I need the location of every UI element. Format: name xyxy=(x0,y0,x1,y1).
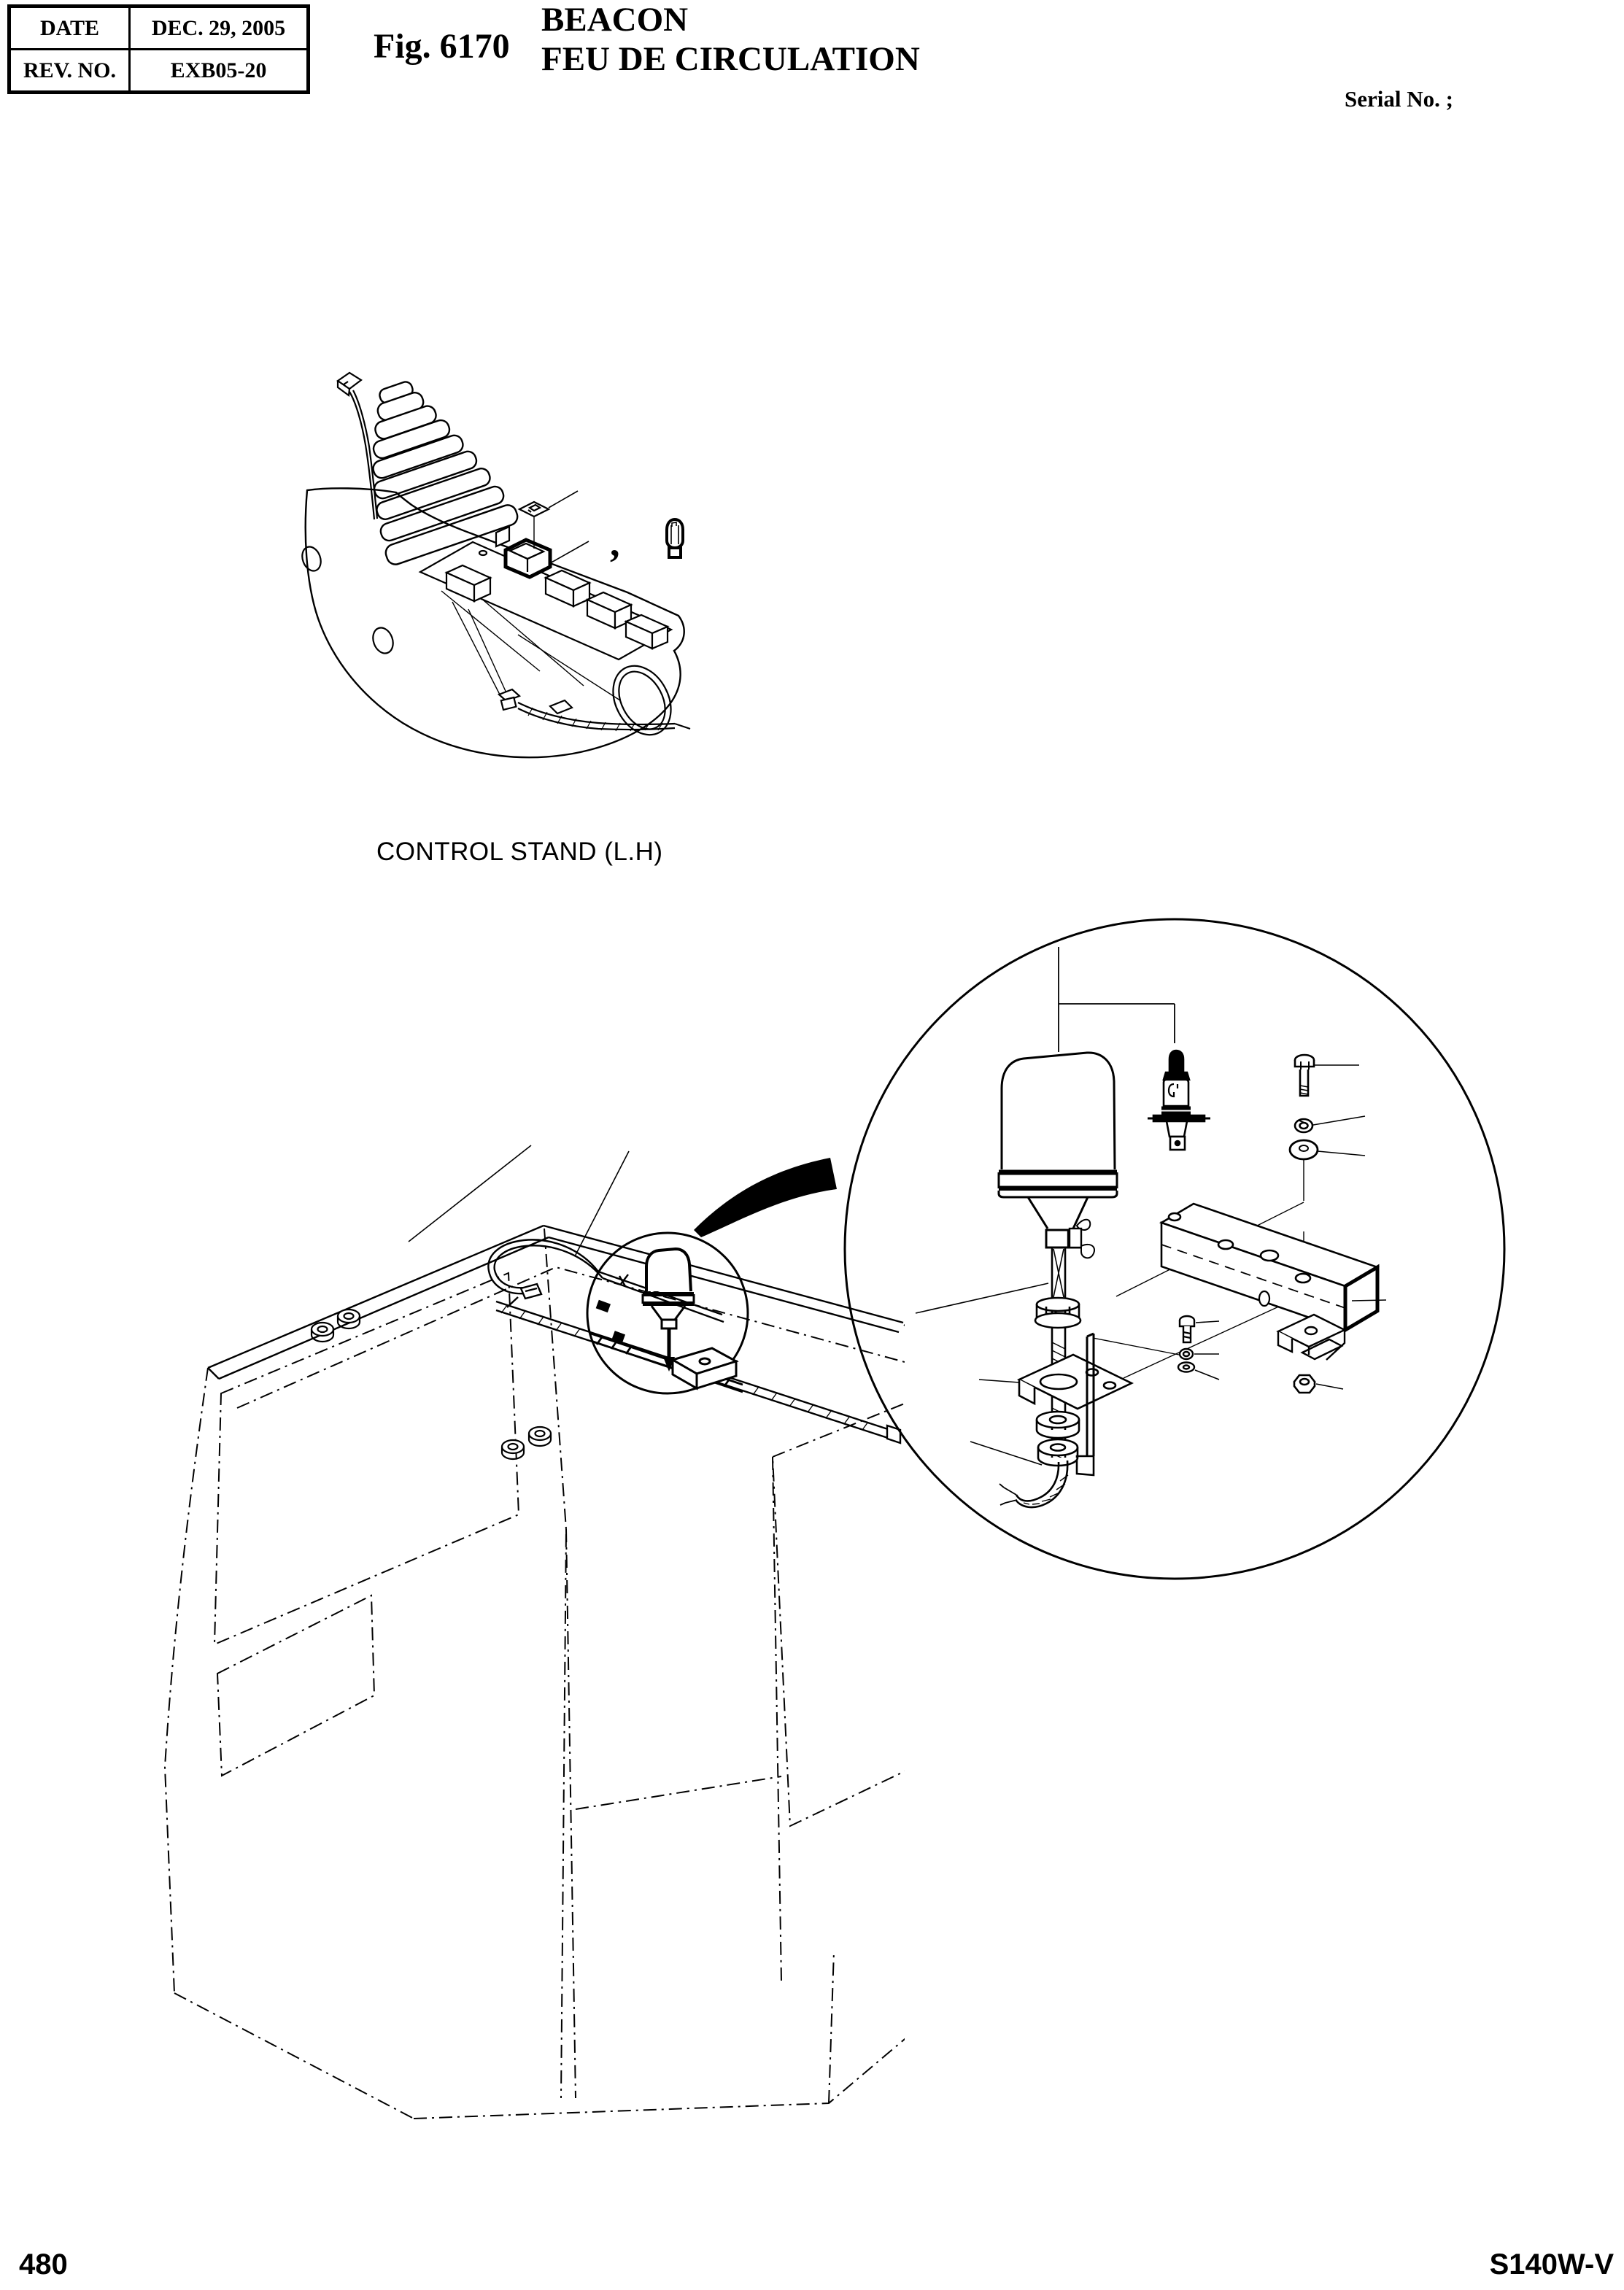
beacon-detail-illustration xyxy=(832,905,1532,1605)
serial-number-label: Serial No. ; xyxy=(1345,86,1453,112)
figure-title xyxy=(541,0,920,79)
hex-bolt xyxy=(1295,1055,1314,1096)
leader-line xyxy=(1195,1370,1219,1380)
clamp-ring xyxy=(1046,1220,1094,1258)
console-end-opening xyxy=(602,656,683,745)
model-code: S140W-V xyxy=(1489,2248,1614,2281)
date-label: DATE xyxy=(9,7,130,50)
hex-nut xyxy=(1294,1375,1315,1393)
control-stand-illustration xyxy=(277,321,759,759)
leader-line xyxy=(1316,1384,1343,1389)
wedge-bulb-icon xyxy=(667,519,683,557)
comma-annotation: , xyxy=(610,521,620,565)
grommet xyxy=(1037,1412,1079,1438)
grommet xyxy=(1038,1439,1078,1466)
table-row xyxy=(9,50,309,93)
control-stand-caption: CONTROL STAND (L.H) xyxy=(376,838,663,866)
leader-line xyxy=(1352,1300,1386,1301)
lock-washer xyxy=(1295,1119,1312,1132)
lock-washer-small xyxy=(1180,1349,1193,1359)
date-value: DEC. 29, 2005 xyxy=(130,7,309,50)
figure-title-line1: BEACON xyxy=(541,1,689,39)
cab-illustration xyxy=(88,1116,905,2189)
cab-wireframe xyxy=(165,1229,905,2119)
figure-number: Fig. 6170 xyxy=(374,27,510,66)
leader-line xyxy=(1313,1116,1365,1125)
leader-line xyxy=(409,1145,531,1242)
switch-lens-plate xyxy=(519,502,549,517)
leader-line xyxy=(550,541,589,563)
leader-line xyxy=(549,491,578,508)
mount-bracket xyxy=(1019,1334,1132,1475)
beacon-dome xyxy=(999,1053,1117,1197)
label-bracket xyxy=(1059,947,1175,1052)
table-row xyxy=(9,7,309,50)
beacon-cable xyxy=(999,1461,1068,1507)
beacon-switch xyxy=(506,540,550,577)
leader-line xyxy=(916,1283,1048,1465)
flange-nut xyxy=(1035,1298,1080,1328)
revno-value: EXB05-20 xyxy=(130,50,309,93)
mounting-pad xyxy=(312,1310,551,1459)
halogen-bulb xyxy=(1148,1051,1210,1150)
leader-line xyxy=(1318,1151,1365,1156)
screw xyxy=(1180,1316,1194,1342)
revision-table xyxy=(7,4,310,94)
leader-line xyxy=(1196,1321,1219,1323)
page-number: 480 xyxy=(19,2248,68,2281)
flat-washer-small xyxy=(1178,1363,1194,1372)
figure-title-line2: FEU DE CIRCULATION xyxy=(541,40,920,78)
flat-washer xyxy=(1290,1140,1318,1159)
revno-label: REV. NO. xyxy=(9,50,130,93)
magnify-arrow xyxy=(694,1158,837,1237)
